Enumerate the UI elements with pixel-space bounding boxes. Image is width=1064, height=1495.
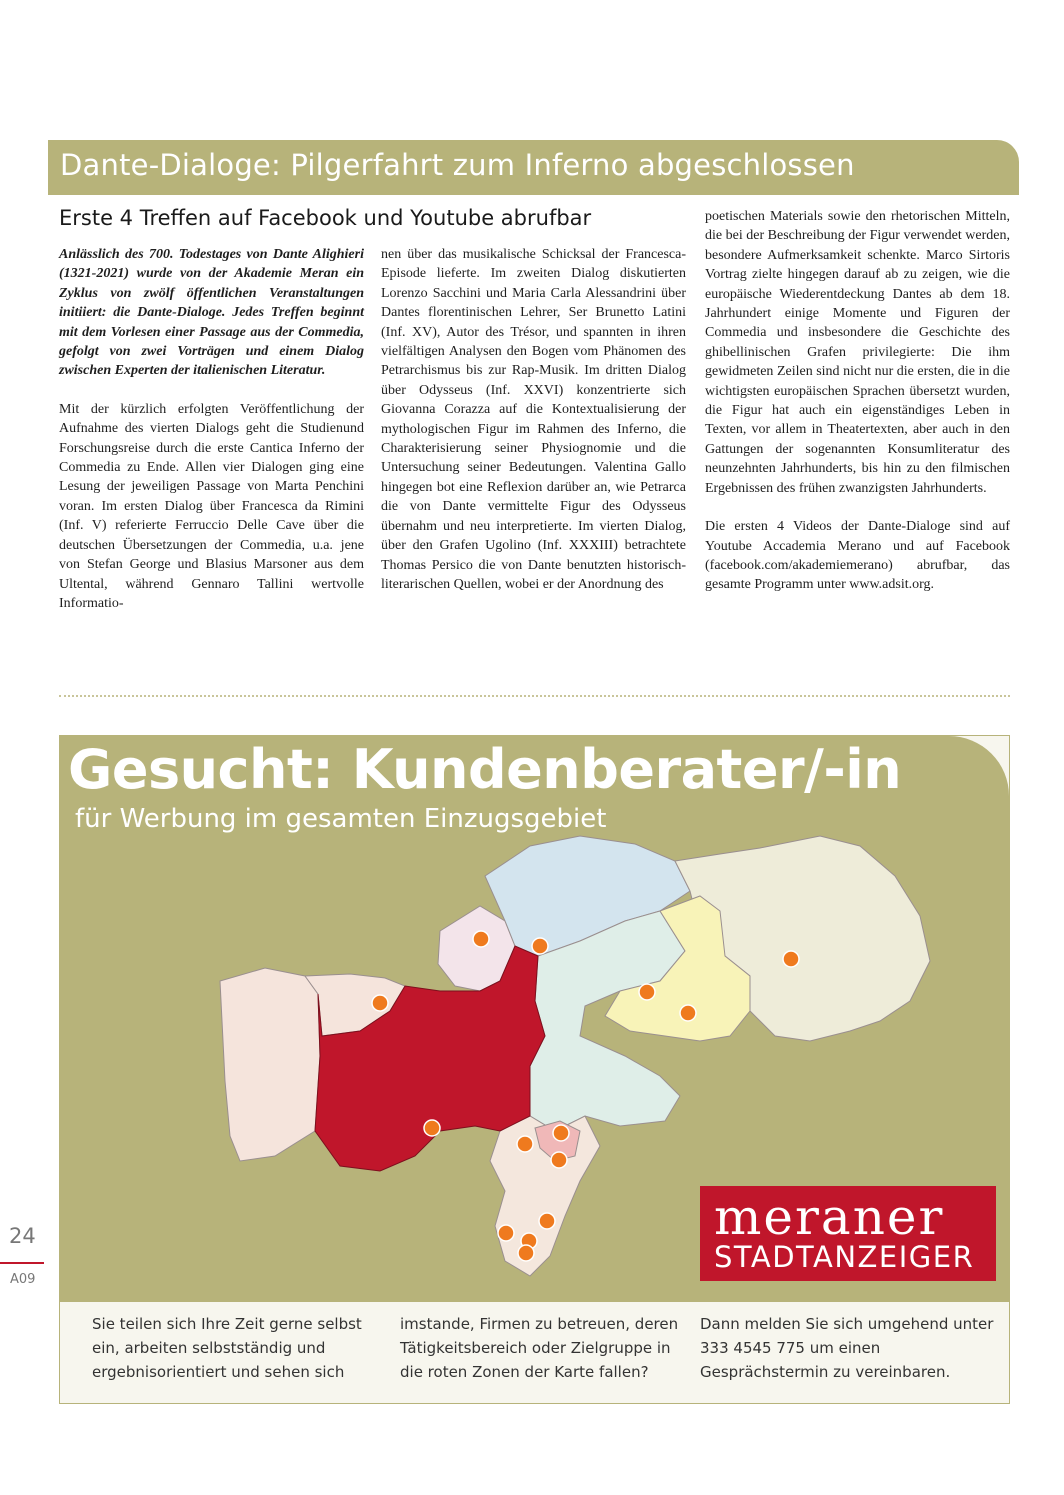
map-marker [532,938,548,954]
map-marker [473,931,489,947]
article-column-2 [381,245,686,613]
article-column-1 [59,245,364,632]
map-marker [424,1120,440,1136]
brand-logo-line2: STADTANZEIGER [714,1240,975,1274]
map-zone-west [220,968,320,1161]
article-body-col1: Mit der kürzlich erfolgten Veröffentlichung der Aufnahme des vierten Dialogs geht die Studienund Forschungsreise durch die erste Cantica Inferno der Commedia zu Ende. Allen vier Dialogen ging eine Lesung der jeweiligen Passage von Marta Penchini voran. Im ersten Dialog über Francesca da Rimini (Inf. V) referierte Ferruccio Delle Cave über die deutschen Übersetzungen der Commedia, u.a. jene von Stefan George und Blasius Marsoner aus dem Ultental, während Gennaro Tallini wertvolle Informatio- [59,401,364,611]
article-closing: Die ersten 4 Videos der Dante-Dialoge sind auf Youtube Accademia Merano und auf Facebook (facebook.com/akademiemerano) abrufbar, das gesamte Programm unter www.adsit.org. [705,519,1010,593]
map-marker [783,951,799,967]
ad-banner [60,736,1009,1302]
map-marker [518,1245,534,1261]
map-marker [553,1125,569,1141]
map-marker [498,1225,514,1241]
ad-text-col1: Sie teilen sich Ihre Zeit gerne selbst ein, arbeiten selbstständig und ergebnisorientiert und sehen sich [92,1315,362,1381]
article-subtitle: Erste 4 Treffen auf Facebook und Youtube abrufbar [59,206,592,230]
ad-text-col3: Dann melden Sie sich umgehend unter 333 4545 775 um einen Gesprächstermin zu vereinbaren. [700,1315,994,1381]
map-marker [517,1136,533,1152]
brand-logo-line1: meraner [714,1188,945,1246]
article-title: Dante-Dialoge: Pilgerfahrt zum Inferno abgeschlossen [60,148,855,182]
page-code: A09 [10,1272,36,1287]
map-marker [639,984,655,1000]
ad-text-col2: imstande, Firmen zu betreuen, deren Tätigkeitsbereich oder Zielgruppe in die roten Zonen der Karte fallen? [400,1315,679,1381]
brand-logo [700,1186,996,1281]
page-number-rule [0,1262,44,1264]
article-body-col3: poetischen Materials sowie den rhetorischen Mitteln, die bei der Beschreibung der Figur verwendet werden, besondere Aufmerksamkeit schenkte. Marco Sirtoris Vortrag zielte hingegen darauf ab zu zeigen, wie die europäische Wiederentdeckung Dantes ab dem 18. Jahrhundert einige Momente und Figuren der Commedia und insbesondere die Geschichte des ghibellinischen Grafen privilegierte: Die ihm gewidmeten Zeilen sind nicht nur die ersten, die in die wichtigsten europäischen Sprachen übersetzt wurden, die Figur hat auch ein eigenständiges Leben in Texten, vor allem in Theatertexten, aber auch in den Gattungen der sogenannten Konsumliteratur des neunzehnten Jahrhunderts, bis hin zu den filmischen Ergebnissen des frühen zwanzigsten Jahrhunderts. [705,209,1010,496]
article-body-col2: nen über das musikalische Schicksal der Francesca-Episode lieferte. Im zweiten Dialog diskutierten Lorenzo Sacchini und Maria Carla Alessandrini über Dantes florentinischen Lehrer, Ser Brunetto Latini (Inf. XV), Autor des Trésor, und spannten in ihren vielfältigen Analysen den Bogen vom Phänomen des Petrarchismus bis zur Rap-Musik. Im dritten Dialog über Odysseus (Inf. XXVI) konzentrierte sich Giovanna Corazza auf die Kontextualisierung der mythologischen Figur im Rahmen des Inferno, die Charakterisierung seiner Physiognomie und die Untersuchung seiner Bedeutungen. Valentina Gallo hingegen bot eine Reflexion darüber an, wie Petrarca die von Dante vermittelte Figur des Odysseus übernahm und neu interpretierte. Im vierten Dialog, über den Grafen Ugolino (Inf. XXXIII) betrachtete Thomas Persico die von Dante benutzten historisch-literarischen Quellen, wobei er der Anordnung des [381,247,686,592]
section-divider [59,695,1010,697]
map-marker [372,995,388,1011]
page-number: 24 [9,1224,36,1248]
map-marker [551,1152,567,1168]
ad-headline: Gesucht: Kundenberater/-in [68,738,902,801]
job-advertisement [59,735,1010,1404]
article-lead: Anlässlich des 700. Todestages von Dante Alighieri (1321-2021) wurde von der Akademie Meran ein Zyklus von zwölf öffentlichen Veranstaltungen initiiert: die Dante-Dialoge. Jedes Treffen beginnt mit dem Vorlesen einer Passage aus der Commedia, gefolgt von zwei Vorträgen und einem Dialog zwischen Experten der italienischen Literatur. [59,247,364,379]
map-marker [539,1213,555,1229]
ad-subline: für Werbung im gesamten Einzugsgebiet [75,804,607,834]
map-marker [680,1005,696,1021]
article-title-bar [48,140,1019,195]
article-column-3 [705,207,1010,614]
